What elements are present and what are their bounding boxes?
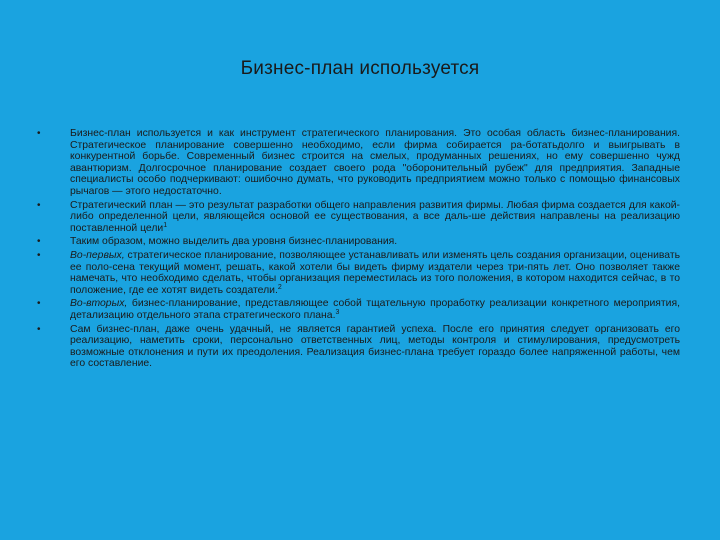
bullet-text: Стратегический план — это результат разработки общего направления развития фирмы. Любая фирма создается для какой-либо определенной цели, являющейся основой ее существования, а все даль-ше действия направлены на реализацию поставленной цели — [70, 199, 680, 234]
slide-title: Бизнес-план используется — [240, 58, 480, 79]
footnote-marker: 2 — [277, 283, 282, 291]
footnote-marker: 1 — [163, 221, 168, 229]
bullet-item — [37, 249, 680, 296]
bullet-text: стратегическое планирование, позволяющее устанавливать или изменять цель создания организации, оценивать ее поло-сена текущий момент, решать, какой хотели бы видеть фирму издатели через три-пять лет. Оно позволяет также намечать, что необходимо сделать, чтобы организация переместилась из того положения, в котором находится сейчас, в то положение, где ее хотят видеть создатели. — [70, 249, 680, 296]
bullet-list — [37, 128, 680, 372]
bullet-text: Сам бизнес-план, даже очень удачный, не является гарантией успеха. После его принятия следует организовать его реализацию, наметить сроки, персонально ответственных лиц, методы контроля и стимулирования, предусмотреть возможные отклонения и пути их преодоления. Реализация бизнес-плана требует гораздо более напряженной работы, чем его составление. — [70, 323, 680, 370]
bullet-item — [37, 199, 680, 235]
bullet-item — [37, 323, 680, 370]
bullet-marker: • — [37, 236, 41, 248]
bullet-marker: • — [37, 298, 41, 310]
bullet-marker: • — [37, 323, 41, 335]
bullet-item — [37, 236, 680, 248]
bullet-text: Таким образом, можно выделить два уровня бизнес-планирования. — [70, 236, 398, 248]
bullet-lead: Во-первых, — [70, 249, 125, 261]
bullet-text: бизнес-планирование, представляющее собой тщательную проработку реализации конкретного мероприятия, детализацию отдельного этапа стратегического плана. — [70, 298, 680, 321]
bullet-marker: • — [37, 199, 41, 211]
bullet-text: Бизнес-план используется и как инструмент стратегического планирования. Это особая область бизнес-планирования. Стратегическое планирование совершенно необходимо, если фирма собирается ра-ботатьдолго и выигрывать в конкурентной борьбе. Современный бизнес строится на смелых, продуманных решениях, но ему совершенно чужд авантюризм. Долгосрочное планирование создает своего рода "оборонительный рубеж" для предприятия. Западные специалисты особо подчеркивают: ошибочно думать, что руководить предприятием можно только с помощью финансовых рычагов — этого недостаточно. — [70, 128, 680, 197]
bullet-marker: • — [37, 128, 41, 139]
bullet-item — [37, 128, 680, 198]
bullet-marker: • — [37, 249, 41, 261]
footnote-marker: 3 — [335, 308, 340, 316]
bullet-item — [37, 298, 680, 321]
bullet-lead: Во-вторых, — [70, 298, 128, 310]
